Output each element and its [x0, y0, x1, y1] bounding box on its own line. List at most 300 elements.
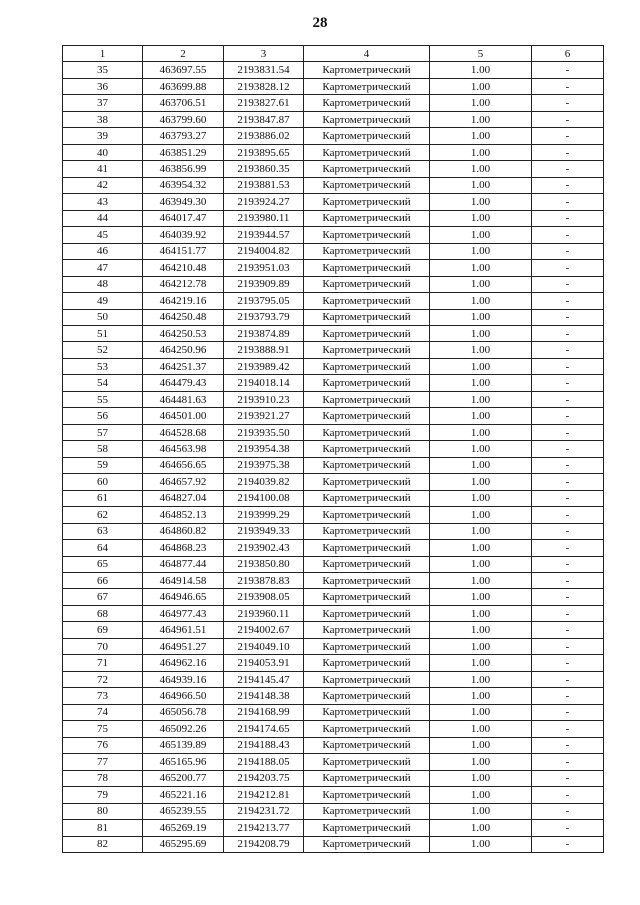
- y-coordinate-cell: 2193795.05: [224, 293, 304, 309]
- note-cell: -: [532, 721, 604, 737]
- point-number-cell: 43: [63, 194, 143, 210]
- table-row: [63, 573, 604, 589]
- x-coordinate-cell: 464877.44: [143, 556, 224, 572]
- y-coordinate-cell: 2194213.77: [224, 820, 304, 836]
- point-number-cell: 82: [63, 836, 143, 852]
- note-cell: -: [532, 836, 604, 852]
- point-number-cell: 80: [63, 803, 143, 819]
- table-row: [63, 622, 604, 638]
- note-cell: -: [532, 737, 604, 753]
- method-cell: Картометрический: [304, 589, 430, 605]
- accuracy-cell: 1.00: [430, 507, 532, 523]
- method-cell: Картометрический: [304, 424, 430, 440]
- table-row: [63, 688, 604, 704]
- point-number-cell: 64: [63, 540, 143, 556]
- table-row: [63, 754, 604, 770]
- table-row: [63, 523, 604, 539]
- x-coordinate-cell: 464951.27: [143, 638, 224, 654]
- point-number-cell: 69: [63, 622, 143, 638]
- point-number-cell: 37: [63, 95, 143, 111]
- method-cell: Картометрический: [304, 556, 430, 572]
- accuracy-cell: 1.00: [430, 342, 532, 358]
- x-coordinate-cell: 464501.00: [143, 408, 224, 424]
- accuracy-cell: 1.00: [430, 95, 532, 111]
- point-number-cell: 62: [63, 507, 143, 523]
- table-row: [63, 243, 604, 259]
- column-header: 5: [430, 46, 532, 62]
- point-number-cell: 38: [63, 111, 143, 127]
- point-number-cell: 49: [63, 293, 143, 309]
- y-coordinate-cell: 2193881.53: [224, 177, 304, 193]
- method-cell: Картометрический: [304, 787, 430, 803]
- x-coordinate-cell: 463851.29: [143, 144, 224, 160]
- x-coordinate-cell: 465056.78: [143, 704, 224, 720]
- accuracy-cell: 1.00: [430, 177, 532, 193]
- x-coordinate-cell: 463699.88: [143, 78, 224, 94]
- note-cell: -: [532, 605, 604, 621]
- y-coordinate-cell: 2193935.50: [224, 424, 304, 440]
- note-cell: -: [532, 474, 604, 490]
- note-cell: -: [532, 671, 604, 687]
- method-cell: Картометрический: [304, 770, 430, 786]
- accuracy-cell: 1.00: [430, 589, 532, 605]
- point-number-cell: 47: [63, 260, 143, 276]
- point-number-cell: 73: [63, 688, 143, 704]
- y-coordinate-cell: 2193910.23: [224, 391, 304, 407]
- accuracy-cell: 1.00: [430, 803, 532, 819]
- x-coordinate-cell: 465092.26: [143, 721, 224, 737]
- point-number-cell: 52: [63, 342, 143, 358]
- table-row: [63, 227, 604, 243]
- x-coordinate-cell: 465239.55: [143, 803, 224, 819]
- table-row: [63, 210, 604, 226]
- note-cell: -: [532, 589, 604, 605]
- accuracy-cell: 1.00: [430, 210, 532, 226]
- point-number-cell: 44: [63, 210, 143, 226]
- accuracy-cell: 1.00: [430, 721, 532, 737]
- accuracy-cell: 1.00: [430, 111, 532, 127]
- method-cell: Картометрический: [304, 227, 430, 243]
- table-row: [63, 309, 604, 325]
- method-cell: Картометрический: [304, 803, 430, 819]
- point-number-cell: 68: [63, 605, 143, 621]
- method-cell: Картометрический: [304, 507, 430, 523]
- note-cell: -: [532, 111, 604, 127]
- column-header: 1: [63, 46, 143, 62]
- point-number-cell: 48: [63, 276, 143, 292]
- y-coordinate-cell: 2194188.43: [224, 737, 304, 753]
- x-coordinate-cell: 464039.92: [143, 227, 224, 243]
- table-row: [63, 325, 604, 341]
- x-coordinate-cell: 464946.65: [143, 589, 224, 605]
- table-row: [63, 770, 604, 786]
- accuracy-cell: 1.00: [430, 161, 532, 177]
- note-cell: -: [532, 243, 604, 259]
- table-row: [63, 128, 604, 144]
- point-number-cell: 75: [63, 721, 143, 737]
- x-coordinate-cell: 464528.68: [143, 424, 224, 440]
- point-number-cell: 42: [63, 177, 143, 193]
- method-cell: Картометрический: [304, 276, 430, 292]
- method-cell: Картометрический: [304, 540, 430, 556]
- x-coordinate-cell: 464212.78: [143, 276, 224, 292]
- point-number-cell: 60: [63, 474, 143, 490]
- y-coordinate-cell: 2194168.99: [224, 704, 304, 720]
- note-cell: -: [532, 573, 604, 589]
- table-row: [63, 62, 604, 78]
- header-row: [63, 46, 604, 62]
- accuracy-cell: 1.00: [430, 260, 532, 276]
- x-coordinate-cell: 465139.89: [143, 737, 224, 753]
- y-coordinate-cell: 2193960.11: [224, 605, 304, 621]
- x-coordinate-cell: 464251.37: [143, 358, 224, 374]
- point-number-cell: 54: [63, 375, 143, 391]
- table-row: [63, 293, 604, 309]
- y-coordinate-cell: 2194145.47: [224, 671, 304, 687]
- accuracy-cell: 1.00: [430, 671, 532, 687]
- method-cell: Картометрический: [304, 457, 430, 473]
- column-header: 2: [143, 46, 224, 62]
- table-row: [63, 836, 604, 852]
- y-coordinate-cell: 2194049.10: [224, 638, 304, 654]
- note-cell: -: [532, 161, 604, 177]
- point-number-cell: 67: [63, 589, 143, 605]
- note-cell: -: [532, 227, 604, 243]
- y-coordinate-cell: 2193954.38: [224, 441, 304, 457]
- point-number-cell: 45: [63, 227, 143, 243]
- method-cell: Картометрический: [304, 721, 430, 737]
- y-coordinate-cell: 2193828.12: [224, 78, 304, 94]
- x-coordinate-cell: 464860.82: [143, 523, 224, 539]
- method-cell: Картометрический: [304, 490, 430, 506]
- method-cell: Картометрический: [304, 78, 430, 94]
- table-row: [63, 375, 604, 391]
- point-number-cell: 36: [63, 78, 143, 94]
- accuracy-cell: 1.00: [430, 309, 532, 325]
- accuracy-cell: 1.00: [430, 441, 532, 457]
- point-number-cell: 39: [63, 128, 143, 144]
- note-cell: -: [532, 424, 604, 440]
- y-coordinate-cell: 2194231.72: [224, 803, 304, 819]
- y-coordinate-cell: 2194203.75: [224, 770, 304, 786]
- accuracy-cell: 1.00: [430, 293, 532, 309]
- method-cell: Картометрический: [304, 655, 430, 671]
- table-row: [63, 424, 604, 440]
- method-cell: Картометрический: [304, 194, 430, 210]
- point-number-cell: 55: [63, 391, 143, 407]
- accuracy-cell: 1.00: [430, 523, 532, 539]
- method-cell: Картометрический: [304, 671, 430, 687]
- table-row: [63, 507, 604, 523]
- method-cell: Картометрический: [304, 836, 430, 852]
- x-coordinate-cell: 464219.16: [143, 293, 224, 309]
- note-cell: -: [532, 177, 604, 193]
- note-cell: -: [532, 95, 604, 111]
- table-row: [63, 556, 604, 572]
- method-cell: Картометрический: [304, 408, 430, 424]
- x-coordinate-cell: 463697.55: [143, 62, 224, 78]
- note-cell: -: [532, 556, 604, 572]
- x-coordinate-cell: 465269.19: [143, 820, 224, 836]
- x-coordinate-cell: 464939.16: [143, 671, 224, 687]
- point-number-cell: 81: [63, 820, 143, 836]
- point-number-cell: 70: [63, 638, 143, 654]
- table-row: [63, 589, 604, 605]
- page-number: 28: [312, 15, 328, 31]
- method-cell: Картометрический: [304, 325, 430, 341]
- coordinates-table: [62, 45, 604, 853]
- point-number-cell: 63: [63, 523, 143, 539]
- method-cell: Картометрический: [304, 704, 430, 720]
- point-number-cell: 53: [63, 358, 143, 374]
- point-number-cell: 61: [63, 490, 143, 506]
- note-cell: -: [532, 638, 604, 654]
- accuracy-cell: 1.00: [430, 704, 532, 720]
- note-cell: -: [532, 540, 604, 556]
- y-coordinate-cell: 2193878.83: [224, 573, 304, 589]
- x-coordinate-cell: 465165.96: [143, 754, 224, 770]
- x-coordinate-cell: 463949.30: [143, 194, 224, 210]
- x-coordinate-cell: 463954.32: [143, 177, 224, 193]
- note-cell: -: [532, 144, 604, 160]
- y-coordinate-cell: 2193949.33: [224, 523, 304, 539]
- table-row: [63, 803, 604, 819]
- x-coordinate-cell: 465295.69: [143, 836, 224, 852]
- note-cell: -: [532, 128, 604, 144]
- y-coordinate-cell: 2193793.79: [224, 309, 304, 325]
- table-row: [63, 474, 604, 490]
- method-cell: Картометрический: [304, 605, 430, 621]
- method-cell: Картометрический: [304, 161, 430, 177]
- column-header: 4: [304, 46, 430, 62]
- x-coordinate-cell: 464151.77: [143, 243, 224, 259]
- x-coordinate-cell: 465200.77: [143, 770, 224, 786]
- method-cell: Картометрический: [304, 144, 430, 160]
- note-cell: -: [532, 260, 604, 276]
- point-number-cell: 59: [63, 457, 143, 473]
- table-row: [63, 820, 604, 836]
- table-row: [63, 358, 604, 374]
- method-cell: Картометрический: [304, 243, 430, 259]
- point-number-cell: 58: [63, 441, 143, 457]
- x-coordinate-cell: 463793.27: [143, 128, 224, 144]
- table-row: [63, 144, 604, 160]
- method-cell: Картометрический: [304, 62, 430, 78]
- accuracy-cell: 1.00: [430, 638, 532, 654]
- table-row: [63, 671, 604, 687]
- x-coordinate-cell: 464017.47: [143, 210, 224, 226]
- point-number-cell: 65: [63, 556, 143, 572]
- accuracy-cell: 1.00: [430, 490, 532, 506]
- point-number-cell: 50: [63, 309, 143, 325]
- point-number-cell: 56: [63, 408, 143, 424]
- accuracy-cell: 1.00: [430, 194, 532, 210]
- note-cell: -: [532, 210, 604, 226]
- table-row: [63, 408, 604, 424]
- table-row: [63, 457, 604, 473]
- note-cell: -: [532, 293, 604, 309]
- method-cell: Картометрический: [304, 128, 430, 144]
- note-cell: -: [532, 309, 604, 325]
- note-cell: -: [532, 622, 604, 638]
- x-coordinate-cell: 464914.58: [143, 573, 224, 589]
- x-coordinate-cell: 464657.92: [143, 474, 224, 490]
- x-coordinate-cell: 464962.16: [143, 655, 224, 671]
- method-cell: Картометрический: [304, 573, 430, 589]
- accuracy-cell: 1.00: [430, 78, 532, 94]
- x-coordinate-cell: 464961.51: [143, 622, 224, 638]
- y-coordinate-cell: 2193944.57: [224, 227, 304, 243]
- table-row: [63, 638, 604, 654]
- table-row: [63, 605, 604, 621]
- accuracy-cell: 1.00: [430, 770, 532, 786]
- note-cell: -: [532, 803, 604, 819]
- table-body: [63, 62, 604, 853]
- x-coordinate-cell: 464481.63: [143, 391, 224, 407]
- point-number-cell: 57: [63, 424, 143, 440]
- y-coordinate-cell: 2193951.03: [224, 260, 304, 276]
- accuracy-cell: 1.00: [430, 820, 532, 836]
- note-cell: -: [532, 441, 604, 457]
- method-cell: Картометрический: [304, 441, 430, 457]
- method-cell: Картометрический: [304, 391, 430, 407]
- table-row: [63, 194, 604, 210]
- note-cell: -: [532, 770, 604, 786]
- note-cell: -: [532, 490, 604, 506]
- point-number-cell: 78: [63, 770, 143, 786]
- point-number-cell: 46: [63, 243, 143, 259]
- table-row: [63, 721, 604, 737]
- method-cell: Картометрический: [304, 737, 430, 753]
- note-cell: -: [532, 820, 604, 836]
- y-coordinate-cell: 2193895.65: [224, 144, 304, 160]
- point-number-cell: 35: [63, 62, 143, 78]
- accuracy-cell: 1.00: [430, 573, 532, 589]
- x-coordinate-cell: 464479.43: [143, 375, 224, 391]
- point-number-cell: 76: [63, 737, 143, 753]
- accuracy-cell: 1.00: [430, 457, 532, 473]
- accuracy-cell: 1.00: [430, 227, 532, 243]
- note-cell: -: [532, 787, 604, 803]
- x-coordinate-cell: 464250.96: [143, 342, 224, 358]
- table-row: [63, 655, 604, 671]
- x-coordinate-cell: 463799.60: [143, 111, 224, 127]
- accuracy-cell: 1.00: [430, 556, 532, 572]
- y-coordinate-cell: 2193908.05: [224, 589, 304, 605]
- point-number-cell: 74: [63, 704, 143, 720]
- note-cell: -: [532, 194, 604, 210]
- y-coordinate-cell: 2193831.54: [224, 62, 304, 78]
- method-cell: Картометрический: [304, 210, 430, 226]
- y-coordinate-cell: 2194148.38: [224, 688, 304, 704]
- y-coordinate-cell: 2194053.91: [224, 655, 304, 671]
- x-coordinate-cell: 464827.04: [143, 490, 224, 506]
- note-cell: -: [532, 375, 604, 391]
- x-coordinate-cell: 464852.13: [143, 507, 224, 523]
- x-coordinate-cell: 464656.65: [143, 457, 224, 473]
- note-cell: -: [532, 704, 604, 720]
- y-coordinate-cell: 2194212.81: [224, 787, 304, 803]
- point-number-cell: 66: [63, 573, 143, 589]
- y-coordinate-cell: 2194174.65: [224, 721, 304, 737]
- table-row: [63, 342, 604, 358]
- x-coordinate-cell: 465221.16: [143, 787, 224, 803]
- x-coordinate-cell: 464868.23: [143, 540, 224, 556]
- method-cell: Картометрический: [304, 342, 430, 358]
- note-cell: -: [532, 78, 604, 94]
- accuracy-cell: 1.00: [430, 424, 532, 440]
- x-coordinate-cell: 463856.99: [143, 161, 224, 177]
- method-cell: Картометрический: [304, 309, 430, 325]
- table-row: [63, 260, 604, 276]
- accuracy-cell: 1.00: [430, 144, 532, 160]
- column-header: 3: [224, 46, 304, 62]
- y-coordinate-cell: 2193850.80: [224, 556, 304, 572]
- y-coordinate-cell: 2194188.05: [224, 754, 304, 770]
- table-header: [63, 46, 604, 62]
- note-cell: -: [532, 62, 604, 78]
- method-cell: Картометрический: [304, 474, 430, 490]
- accuracy-cell: 1.00: [430, 737, 532, 753]
- note-cell: -: [532, 507, 604, 523]
- accuracy-cell: 1.00: [430, 62, 532, 78]
- accuracy-cell: 1.00: [430, 688, 532, 704]
- method-cell: Картометрический: [304, 111, 430, 127]
- y-coordinate-cell: 2193847.87: [224, 111, 304, 127]
- x-coordinate-cell: 464210.48: [143, 260, 224, 276]
- method-cell: Картометрический: [304, 688, 430, 704]
- accuracy-cell: 1.00: [430, 276, 532, 292]
- method-cell: Картометрический: [304, 622, 430, 638]
- y-coordinate-cell: 2193909.89: [224, 276, 304, 292]
- accuracy-cell: 1.00: [430, 408, 532, 424]
- y-coordinate-cell: 2193924.27: [224, 194, 304, 210]
- y-coordinate-cell: 2193888.91: [224, 342, 304, 358]
- table-row: [63, 111, 604, 127]
- table-row: [63, 78, 604, 94]
- y-coordinate-cell: 2194100.08: [224, 490, 304, 506]
- table-row: [63, 704, 604, 720]
- method-cell: Картометрический: [304, 375, 430, 391]
- y-coordinate-cell: 2194002.67: [224, 622, 304, 638]
- point-number-cell: 77: [63, 754, 143, 770]
- accuracy-cell: 1.00: [430, 787, 532, 803]
- y-coordinate-cell: 2193902.43: [224, 540, 304, 556]
- method-cell: Картометрический: [304, 358, 430, 374]
- accuracy-cell: 1.00: [430, 391, 532, 407]
- x-coordinate-cell: 464250.48: [143, 309, 224, 325]
- table-row: [63, 177, 604, 193]
- point-number-cell: 40: [63, 144, 143, 160]
- note-cell: -: [532, 754, 604, 770]
- x-coordinate-cell: 464563.98: [143, 441, 224, 457]
- accuracy-cell: 1.00: [430, 655, 532, 671]
- x-coordinate-cell: 463706.51: [143, 95, 224, 111]
- accuracy-cell: 1.00: [430, 243, 532, 259]
- y-coordinate-cell: 2193921.27: [224, 408, 304, 424]
- accuracy-cell: 1.00: [430, 325, 532, 341]
- note-cell: -: [532, 457, 604, 473]
- accuracy-cell: 1.00: [430, 754, 532, 770]
- y-coordinate-cell: 2194208.79: [224, 836, 304, 852]
- column-header: 6: [532, 46, 604, 62]
- accuracy-cell: 1.00: [430, 474, 532, 490]
- accuracy-cell: 1.00: [430, 358, 532, 374]
- point-number-cell: 41: [63, 161, 143, 177]
- y-coordinate-cell: 2194018.14: [224, 375, 304, 391]
- accuracy-cell: 1.00: [430, 375, 532, 391]
- x-coordinate-cell: 464250.53: [143, 325, 224, 341]
